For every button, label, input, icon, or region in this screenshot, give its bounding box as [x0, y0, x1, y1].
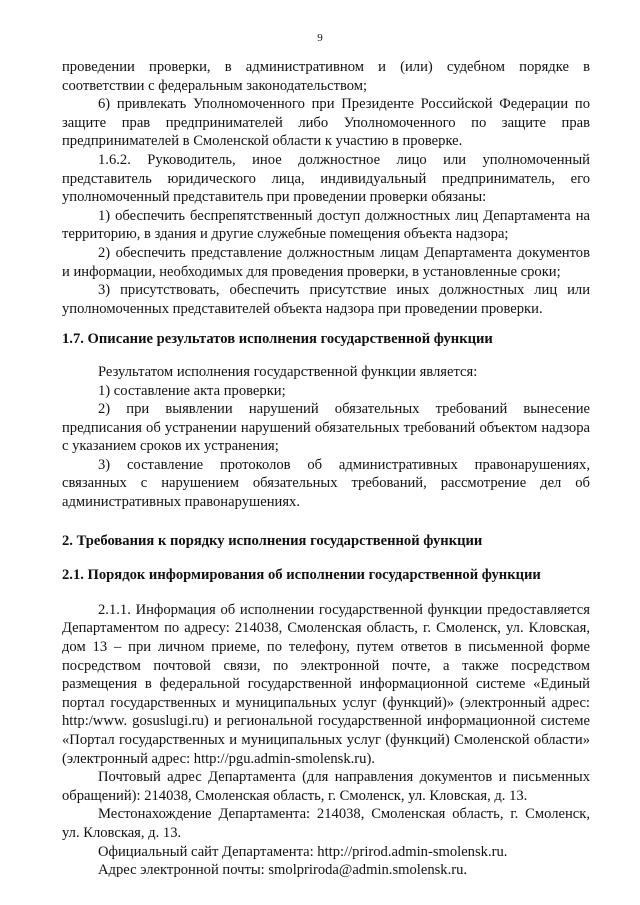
paragraph-item-6: 6) привлекать Уполномоченного при Президенте Российской Федерации по защите прав предпринимателей либо Уполномоченного по защите прав предпринимателей в Смоленской области к участию в проверке. — [62, 96, 590, 150]
section-heading-1-7: 1.7. Описание результатов исполнения государственной функции — [62, 331, 493, 348]
page-number: 9 — [317, 32, 323, 44]
paragraph-location: Местонахождение Департамента: 214038, Смоленская область, г. Смоленск, ул. Кловская, д. 13. — [62, 806, 590, 841]
paragraph-continuation: проведении проверки, в административном и (или) судебном порядке в соответствии с федеральным законодательством; — [62, 59, 590, 94]
result-item-1: 1) составление акта проверки; — [98, 382, 286, 399]
paragraph-postal-address: Почтовый адрес Департамента (для направления документов и письменных обращений): 214038, Смоленская область, г. Смоленск, ул. Кловская, д. 13. — [62, 769, 590, 804]
paragraph-2-1-1: 2.1.1. Информация об исполнении государственной функции предоставляется Департаментом по адресу: 214038, Смоленская область, г. Смоленск, ул. Кловская, дом 13 – при личном приеме, по телефону, путем ответов в письменной форме посредством почтовой связи, по электронной почте, а также посредством размещения в федеральной государственной информационной системе «Единый портал государственных и муниципальных услуг (функций)» (электронный адрес: http:/www. gosuslugi.ru) и региональной государственной информационной системе «Портал государственных и муниципальных услуг (функций) Смоленской области» (электронный адрес: http://pgu.admin-smolensk.ru). — [62, 601, 590, 767]
paragraph-email: Адрес электронной почты: smolpriroda@admin.smolensk.ru. — [98, 862, 468, 879]
paragraph-1-6-2: 1.6.2. Руководитель, иное должностное лицо или уполномоченный представитель юридического лица, индивидуальный предприниматель, его уполномоченный представитель при проведении проверки обязаны: — [62, 151, 590, 206]
result-item-2: 2) при выявлении нарушений обязательных требований вынесение предписания об устранении нарушений обязательных требований объектом надзора с указанием сроков их устранения; — [62, 401, 590, 455]
section-1-7-intro: Результатом исполнения государственной функции является: — [98, 363, 478, 380]
result-item-3: 3) составление протоколов об административных правонарушениях, связанных с нарушением обязательных требований, рассмотрение дел об административных правонарушениях. — [62, 456, 590, 511]
paragraph-obligation-3: 3) присутствовать, обеспечить присутствие иных должностных лиц или уполномоченных представителей объекта надзора при проведении проверки. — [62, 282, 590, 317]
section-heading-2-1: 2.1. Порядок информирования об исполнении государственной функции — [62, 567, 541, 584]
section-heading-2: 2. Требования к порядку исполнения государственной функции — [62, 532, 483, 549]
document-body — [62, 58, 590, 880]
paragraph-website: Официальный сайт Департамента: http://prirod.admin-smolensk.ru. — [98, 843, 508, 860]
paragraph-obligation-1: 1) обеспечить беспрепятственный доступ должностных лиц Департамента на территорию, в здания и другие служебные помещения объекта надзора; — [62, 207, 590, 243]
paragraph-obligation-2: 2) обеспечить представление должностным лицам Департамента документов и информации, необходимых для проведения проверки, в установленные сроки; — [62, 244, 590, 280]
